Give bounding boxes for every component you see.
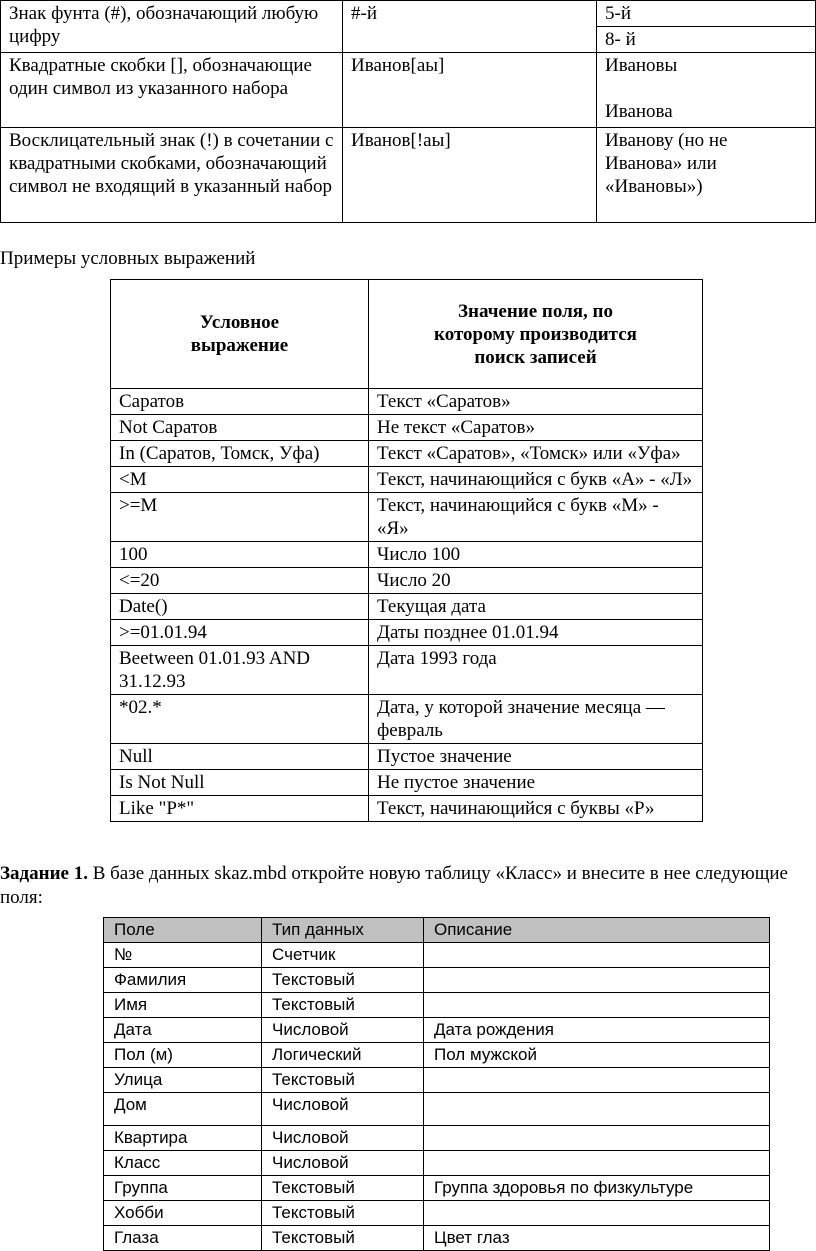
expression-cell: Саратов: [111, 389, 369, 415]
expression-cell: Like "Р*": [111, 796, 369, 822]
table-cell: Иванову (но не Иванова» или «Ивановы»): [597, 128, 816, 223]
field-type-cell: Числовой: [262, 1093, 424, 1126]
column-header-expression: Условное выражение: [111, 280, 369, 389]
table-row: [111, 796, 703, 822]
field-field-cell: Группа: [104, 1176, 262, 1201]
table-cell: Восклицательный знак (!) в сочетании с квадратными скобками, обозначающий символ не входящий в указанный набор: [1, 128, 343, 223]
field-type-cell: Текстовый: [262, 1176, 424, 1201]
field-field-cell: Дом: [104, 1093, 262, 1126]
field-type-cell: Текстовый: [262, 1226, 424, 1251]
value-cell: Текст «Саратов», «Томск» или «Уфа»: [369, 441, 703, 467]
table-row: [104, 968, 770, 993]
field-field-cell: Глаза: [104, 1226, 262, 1251]
table-row: [104, 1043, 770, 1068]
table-row: [111, 695, 703, 744]
table-header-row: [104, 918, 770, 943]
field-desc-cell: [424, 993, 770, 1018]
field-type-cell: Числовой: [262, 1126, 424, 1151]
column-header-value: Значение поля, по которому производится поиск записей: [369, 280, 703, 389]
value-cell: Текст «Саратов»: [369, 389, 703, 415]
table-row: [111, 594, 703, 620]
table-row: [104, 943, 770, 968]
field-field-cell: Улица: [104, 1068, 262, 1093]
expression-cell: Date(): [111, 594, 369, 620]
table-row: [104, 993, 770, 1018]
field-type-cell: Числовой: [262, 1151, 424, 1176]
table-row: [111, 646, 703, 695]
table-row: [111, 542, 703, 568]
expression-cell: <=20: [111, 568, 369, 594]
task-paragraph: [0, 862, 800, 910]
column-header-type: Тип данных: [262, 918, 424, 943]
field-field-cell: Класс: [104, 1151, 262, 1176]
table-row: [1, 1, 816, 27]
field-field-cell: Дата: [104, 1018, 262, 1043]
field-type-cell: Числовой: [262, 1018, 424, 1043]
table-row: [111, 568, 703, 594]
task-text: В базе данных skaz.mbd откройте новую таблицу «Класс» и внесите в нее следующие поля:: [0, 863, 788, 908]
column-header-field: Поле: [104, 918, 262, 943]
cell-line: Иванова: [605, 101, 673, 122]
value-cell: Текст, начинающийся с буквы «Р»: [369, 796, 703, 822]
expression-cell: *02.*: [111, 695, 369, 744]
column-header-description: Описание: [424, 918, 770, 943]
field-desc-cell: Группа здоровья по физкультуре: [424, 1176, 770, 1201]
table-row: [104, 1151, 770, 1176]
field-type-cell: Счетчик: [262, 943, 424, 968]
table-row: [104, 1201, 770, 1226]
table-cell: [597, 53, 816, 128]
value-cell: Даты позднее 01.01.94: [369, 620, 703, 646]
expression-cell: 100: [111, 542, 369, 568]
table-row: [111, 441, 703, 467]
value-cell: Дата 1993 года: [369, 646, 703, 695]
table-cell: Знак фунта (#), обозначающий любую цифру: [1, 1, 343, 53]
expression-cell: <М: [111, 467, 369, 493]
value-cell: Текст, начинающийся с букв «А» - «Л»: [369, 467, 703, 493]
field-desc-cell: [424, 1201, 770, 1226]
table-cell: Иванов[аы]: [343, 53, 597, 128]
field-desc-cell: Пол мужской: [424, 1043, 770, 1068]
field-type-cell: Логический: [262, 1043, 424, 1068]
field-desc-cell: Цвет глаз: [424, 1226, 770, 1251]
field-desc-cell: [424, 1093, 770, 1126]
examples-table: [110, 279, 703, 822]
expression-cell: >=М: [111, 493, 369, 542]
fields-table: [103, 917, 770, 1251]
field-field-cell: Пол (м): [104, 1043, 262, 1068]
table-row: [111, 493, 703, 542]
value-cell: Пустое значение: [369, 744, 703, 770]
expression-cell: Not Саратов: [111, 415, 369, 441]
value-cell: Текст, начинающийся с букв «М» - «Я»: [369, 493, 703, 542]
expression-cell: >=01.01.94: [111, 620, 369, 646]
table-row: [104, 1126, 770, 1151]
task-label: Задание 1.: [0, 863, 88, 884]
value-cell: Не текст «Саратов»: [369, 415, 703, 441]
field-desc-cell: [424, 1068, 770, 1093]
table-cell: 8- й: [597, 27, 816, 53]
table-cell: Иванов[!аы]: [343, 128, 597, 223]
value-cell: Дата, у которой значение месяца — февраль: [369, 695, 703, 744]
cell-line: Ивановы: [605, 55, 678, 76]
table-cell: 5-й: [597, 1, 816, 27]
field-desc-cell: [424, 943, 770, 968]
field-field-cell: Квартира: [104, 1126, 262, 1151]
value-cell: Не пустое значение: [369, 770, 703, 796]
table-header-row: [111, 280, 703, 389]
table-cell: #-й: [343, 1, 597, 53]
examples-caption: Примеры условных выражений: [0, 248, 256, 269]
value-cell: Текущая дата: [369, 594, 703, 620]
field-field-cell: Хобби: [104, 1201, 262, 1226]
field-field-cell: №: [104, 943, 262, 968]
table-row: [111, 620, 703, 646]
field-type-cell: Текстовый: [262, 1201, 424, 1226]
field-type-cell: Текстовый: [262, 968, 424, 993]
field-desc-cell: [424, 1126, 770, 1151]
value-cell: Число 100: [369, 542, 703, 568]
field-field-cell: Имя: [104, 993, 262, 1018]
expression-cell: Null: [111, 744, 369, 770]
field-type-cell: Текстовый: [262, 993, 424, 1018]
field-type-cell: Текстовый: [262, 1068, 424, 1093]
value-cell: Число 20: [369, 568, 703, 594]
table-row: [111, 389, 703, 415]
wildcards-table: [0, 0, 816, 223]
table-row: [104, 1068, 770, 1093]
table-row: [104, 1176, 770, 1201]
field-field-cell: Фамилия: [104, 968, 262, 993]
table-cell: Квадратные скобки [], обозначающие один символ из указанного набора: [1, 53, 343, 128]
table-row: [104, 1226, 770, 1251]
expression-cell: In (Саратов, Томск, Уфа): [111, 441, 369, 467]
table-row: [111, 415, 703, 441]
table-row: [111, 770, 703, 796]
field-desc-cell: [424, 1151, 770, 1176]
field-desc-cell: Дата рождения: [424, 1018, 770, 1043]
table-row: [1, 53, 816, 128]
table-row: [104, 1093, 770, 1126]
expression-cell: Beetween 01.01.93 AND 31.12.93: [111, 646, 369, 695]
table-row: [104, 1018, 770, 1043]
table-row: [111, 744, 703, 770]
table-row: [111, 467, 703, 493]
field-desc-cell: [424, 968, 770, 993]
expression-cell: Is Not Null: [111, 770, 369, 796]
table-row: [1, 128, 816, 223]
